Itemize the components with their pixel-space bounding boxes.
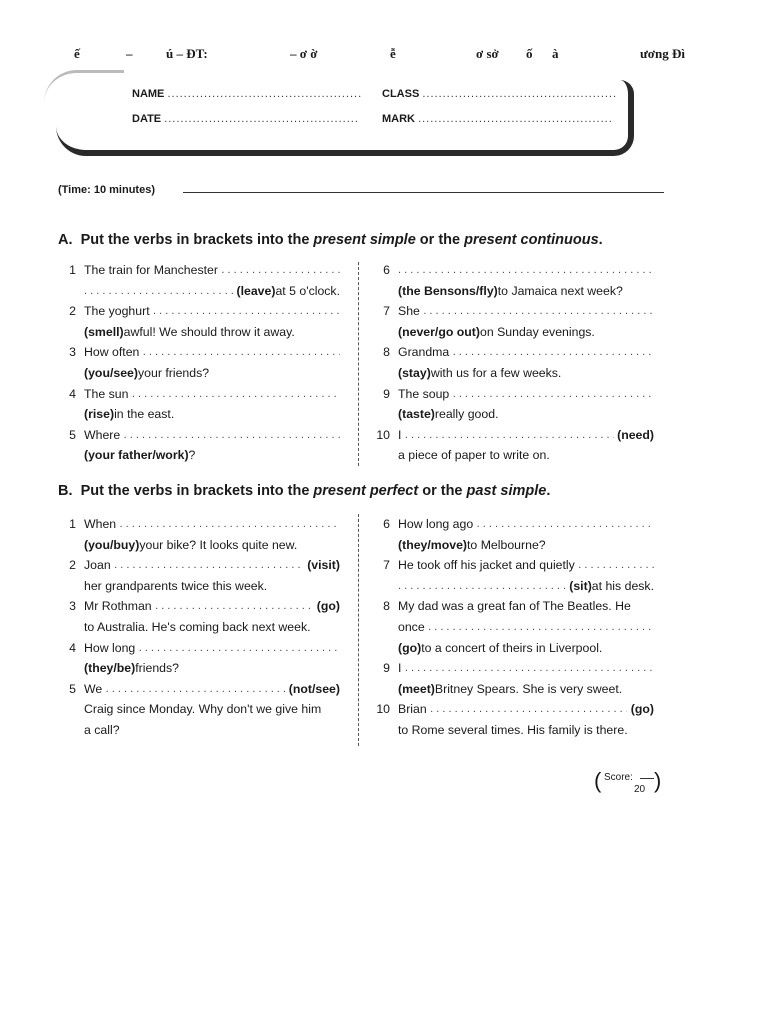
answer-blank[interactable] [132,384,340,405]
date-dots: ................................................ [164,113,359,125]
exercise-item [58,342,340,383]
exercise-item [372,384,654,425]
class-label: CLASS [382,88,420,100]
answer-blank[interactable] [124,425,340,446]
verb-prompt: (not/see) [288,681,340,696]
item-text: to a concert of theirs in Liverpool. [421,640,603,655]
item-text: awful! We should throw it away. [123,324,295,339]
item-text: He took off his jacket and quietly [398,558,575,573]
heading-tense: present continuous [464,232,599,248]
item-text: really good. [434,407,499,422]
item-line [398,514,654,535]
exercise-item [372,425,654,466]
item-text: once [398,619,425,634]
item-text: Mr Rothman [84,599,152,614]
item-line [84,679,340,700]
item-text: to Melbourne? [467,537,546,552]
heading-tense: present simple [313,232,416,248]
mark-dots: ................................................ [418,113,613,125]
answer-blank[interactable] [428,617,654,638]
item-number: 9 [383,386,390,401]
column-divider [358,514,359,746]
item-line [398,596,654,617]
item-line [84,363,340,384]
verb-prompt: (go) [316,599,340,614]
section-letter: A. [58,232,73,248]
item-number: 8 [383,599,390,614]
item-line [84,720,340,741]
exercise-item [372,555,654,596]
answer-blank[interactable] [430,699,627,720]
section-a-left-column [58,260,340,466]
item-line [84,514,340,535]
item-line [398,384,654,405]
header-fragment: ương Đì [640,46,685,61]
verb-prompt: (you/see) [84,365,138,380]
answer-blank[interactable] [405,658,654,679]
answer-blank[interactable] [143,342,340,363]
exercise-item [58,425,340,466]
item-number: 3 [69,345,76,360]
item-number: 1 [69,263,76,277]
item-line [84,384,340,405]
header-fragment: à [552,46,559,61]
item-text: at 5 o'clock. [275,283,340,298]
section-a-heading [58,232,603,248]
verb-prompt: (stay) [398,365,431,380]
verb-prompt: (never/go out) [398,324,480,339]
exercise-item [58,301,340,342]
item-text: How often [84,345,140,360]
verb-prompt: (visit) [307,558,340,573]
item-text: Grandma [398,345,450,360]
item-text: in the east. [114,407,175,422]
item-text: My dad was a great fan of The Beatles. He [398,599,631,614]
answer-blank[interactable] [423,301,654,322]
verb-prompt: (taste) [398,407,435,422]
item-number: 6 [383,517,390,531]
item-line [398,679,654,700]
exercise-item [372,514,654,555]
item-line [84,260,340,281]
heading-text: . [546,483,551,499]
item-text: to Australia. He's coming back next week. [84,619,311,634]
header-fragment: – ơ ờ [290,46,318,61]
item-line [84,281,340,302]
exercise-item [58,638,340,679]
section-letter: B. [58,483,73,499]
item-number: 4 [69,640,76,655]
heading-text: or the [419,232,461,248]
name-label: NAME [132,88,165,100]
answer-blank[interactable] [578,555,654,576]
heading-text: Put the verbs in brackets into the [80,483,310,499]
item-line [84,658,340,679]
class-field[interactable] [382,88,617,100]
item-line [398,404,654,425]
item-line [84,555,340,576]
item-line [84,699,340,720]
item-line [84,342,340,363]
heading-text: . [598,232,603,248]
item-number: 7 [383,304,390,319]
verb-prompt: (they/be) [84,661,136,676]
exercise-item [58,384,340,425]
heading-tense: past simple [466,483,547,499]
item-text: The soup [398,386,450,401]
answer-blank[interactable] [120,514,340,535]
exercise-item [372,342,654,383]
item-line [398,425,654,446]
verb-prompt: (go) [398,640,422,655]
item-text: I [398,661,402,676]
item-number: 5 [69,681,76,696]
item-number: 2 [69,304,76,319]
answer-blank[interactable] [453,384,654,405]
item-text: Joan [84,558,111,573]
item-line [398,617,654,638]
item-number: 7 [383,558,390,573]
item-text: to Jamaica next week? [497,283,623,298]
item-text: to Rome several times. His family is there. [398,722,628,737]
student-info-card [56,80,634,156]
section-b-left-column [58,514,340,741]
time-rule [183,192,664,193]
name-dots: ................................................ [167,88,363,100]
answer-blank[interactable] [453,342,654,363]
verb-prompt: (rise) [84,407,115,422]
item-text: Brian [398,702,427,717]
item-line [398,576,654,597]
answer-blank[interactable] [106,679,286,700]
item-text: on Sunday evenings. [479,324,595,339]
exercise-item [372,596,654,658]
item-text: How long [84,640,136,655]
item-line [398,638,654,659]
exercise-item [58,555,340,596]
section-b-right-column [372,514,654,741]
exercise-item [58,260,340,301]
time-limit: (Time: 10 minutes) [58,184,155,196]
item-line [84,322,340,343]
section-a-right-column [372,260,654,466]
section-b-heading [58,483,550,499]
item-text: She [398,304,420,319]
item-line [84,638,340,659]
exercise-item [58,514,340,555]
name-field[interactable] [132,88,362,100]
heading-text: Put the verbs in brackets into the [80,232,310,248]
answer-blank[interactable] [114,555,304,576]
heading-text: or the [422,483,463,499]
header-fragment: ễ [390,46,396,61]
item-text: at his desk. [591,578,654,593]
header-fragment: ố [526,46,533,61]
item-line [84,301,340,322]
answer-blank[interactable] [221,260,340,281]
item-text: The sun [84,386,129,401]
item-line [398,535,654,556]
item-text: a call? [84,722,120,737]
item-text: The train for Manchester [84,263,218,277]
answer-blank[interactable] [84,281,233,302]
verb-prompt: (smell) [84,324,124,339]
item-line [84,425,340,446]
exercise-item [372,699,654,740]
item-text: The yoghurt [84,304,150,319]
verb-prompt: (need) [617,427,654,442]
answer-blank[interactable] [139,638,340,659]
exercise-item [58,679,340,741]
item-number: 10 [376,427,390,442]
date-label: DATE [132,113,162,125]
exercise-item [372,301,654,342]
item-text: We [84,681,103,696]
item-line [84,596,340,617]
exercise-item [58,596,340,637]
item-text: Craig since Monday. Why don't we give him [84,702,322,717]
item-line [398,445,654,466]
answer-blank[interactable] [405,425,614,446]
answer-blank[interactable] [398,260,654,281]
answer-blank[interactable] [477,514,654,535]
item-line [84,445,340,466]
heading-tense: present perfect [313,483,419,499]
score-label: Score: [604,772,633,783]
item-line [398,260,654,281]
verb-prompt: (leave) [236,283,276,298]
answer-blank[interactable] [153,301,340,322]
verb-prompt: (your father/work) [84,448,189,463]
date-field[interactable] [132,113,359,125]
item-text: a piece of paper to write on. [398,448,550,463]
item-line [84,535,340,556]
item-text: your friends? [138,365,210,380]
item-line [398,720,654,741]
item-text: Britney Spears. She is very sweet. [434,681,623,696]
item-number: 5 [69,427,76,442]
item-number: 4 [69,386,76,401]
item-number: 10 [376,702,390,717]
item-line [84,404,340,425]
item-text: ? [188,448,196,463]
item-line [398,658,654,679]
header-fragment: ế [74,46,80,61]
item-text: I [398,427,402,442]
exercise-item [372,658,654,699]
item-text: her grandparents twice this week. [84,578,268,593]
item-number: 3 [69,599,76,614]
verb-prompt: (they/move) [398,537,468,552]
item-line [398,301,654,322]
header-fragment: – [126,46,133,61]
exercise-item [372,260,654,301]
item-line [398,322,654,343]
column-divider [358,262,359,466]
item-number: 9 [383,661,390,676]
mark-label: MARK [382,113,415,125]
item-line [84,617,340,638]
verb-prompt: (you/buy) [84,537,140,552]
item-line [398,699,654,720]
verb-prompt: (go) [630,702,654,717]
mark-field[interactable] [382,113,613,125]
header-fragment: ú – ĐT: [166,46,208,61]
answer-blank[interactable] [398,576,566,597]
item-number: 6 [383,263,390,277]
score-total: 20 [634,784,646,795]
item-line [398,363,654,384]
item-text: with us for a few weeks. [430,365,562,380]
item-line [398,281,654,302]
item-text: friends? [135,661,179,676]
header-line [72,46,702,64]
header-fragment: ơ sở [476,46,499,61]
item-text: How long ago [398,517,474,531]
class-dots: ................................................ [422,88,618,100]
item-text: Where [84,427,121,442]
item-line [398,555,654,576]
answer-blank[interactable] [155,596,313,617]
item-number: 8 [383,345,390,360]
item-number: 2 [69,558,76,573]
verb-prompt: (meet) [398,681,435,696]
item-line [398,342,654,363]
verb-prompt: (sit) [569,578,592,593]
verb-prompt: (the Bensons/fly) [398,283,498,298]
item-text: your bike? It looks quite new. [139,537,298,552]
item-text: When [84,517,117,531]
item-line [84,576,340,597]
item-number: 1 [69,517,76,531]
